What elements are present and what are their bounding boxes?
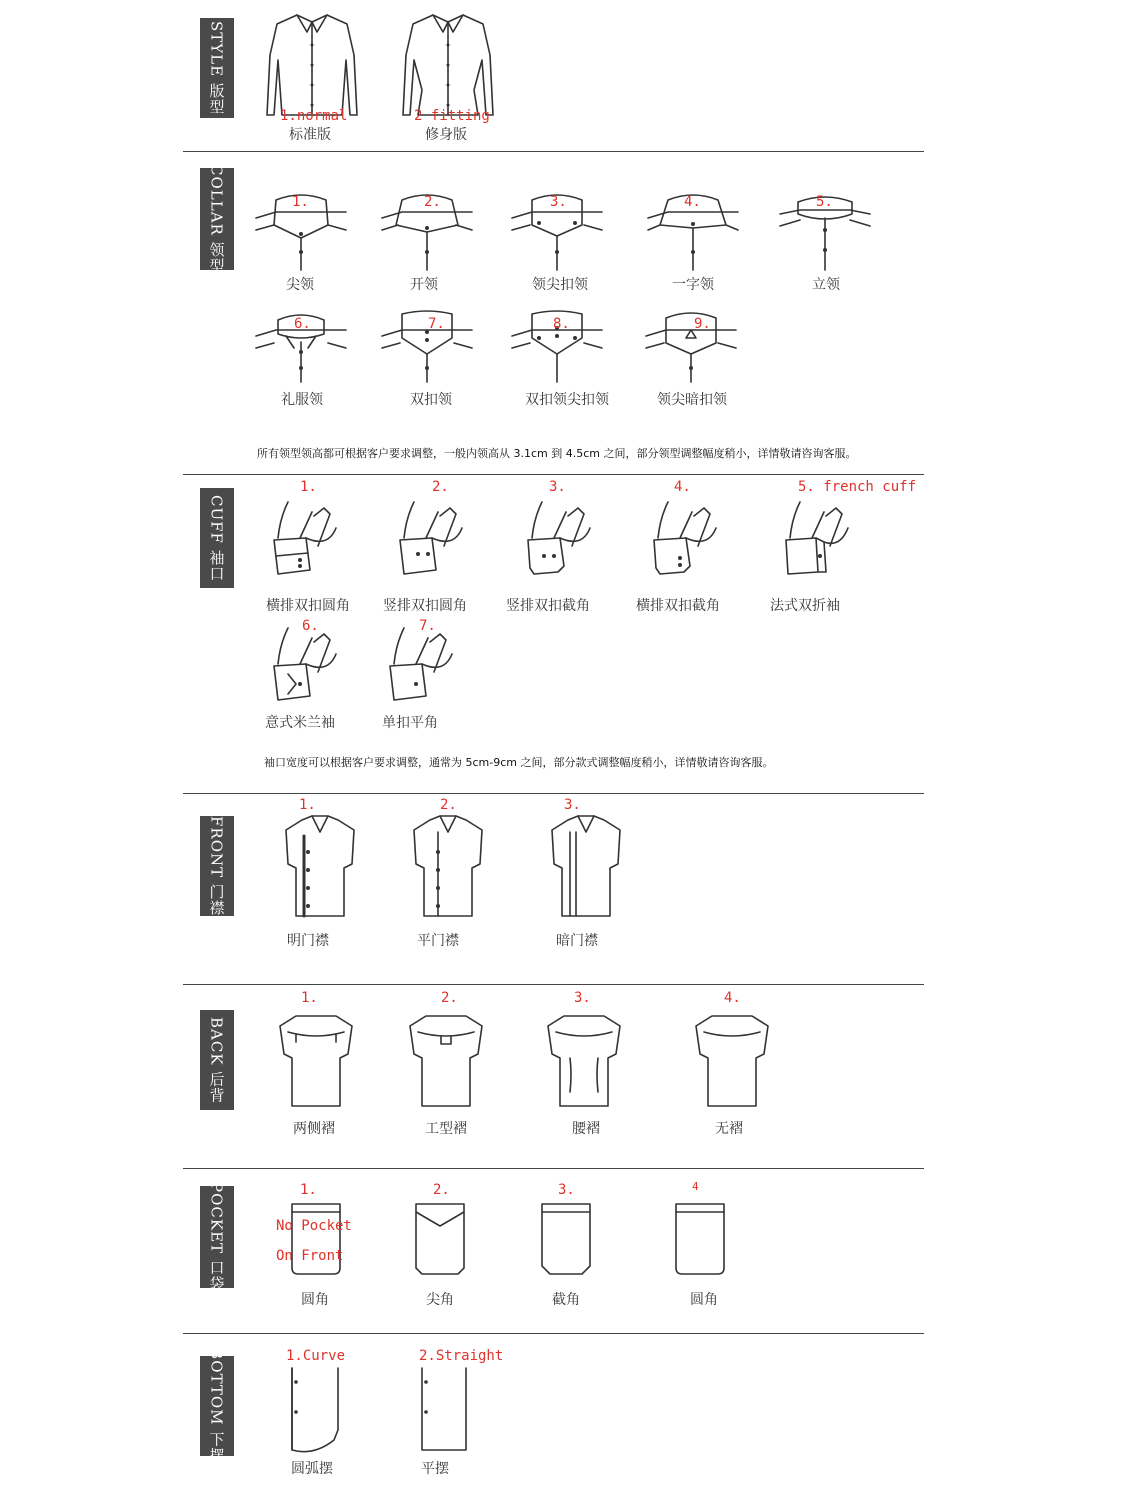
cuff-note: 袖口宽度可以根据客户要求调整，通常为 5cm-9cm 之间，部分款式调整幅度稍小，详情敬请咨询客服。 — [264, 756, 774, 769]
style-caption-2: 修身版 — [425, 127, 467, 143]
collar-num-7: 7. — [428, 316, 445, 332]
collar-num-8: 8. — [553, 316, 570, 332]
back-num-4: 4. — [724, 990, 741, 1006]
back-caption-4: 无褶 — [715, 1121, 743, 1137]
cuff-icon-5 — [778, 498, 858, 583]
divider — [183, 1333, 924, 1334]
shirt-normal-icon — [262, 10, 362, 120]
cuff-icon-3 — [520, 498, 600, 583]
pocket-num-4: 4 — [692, 1180, 699, 1193]
cuff-num-6: 6. — [302, 618, 319, 634]
pocket-icon-1 — [288, 1198, 344, 1278]
collar-caption-1: 尖领 — [286, 277, 314, 293]
collar-note: 所有领型领高都可根据客户要求调整，一般内领高从 3.1cm 到 4.5cm 之间，部分领型调整幅度稍小，详情敬请咨询客服。 — [257, 447, 857, 460]
cuff-caption-3: 竖排双扣截角 — [506, 598, 590, 614]
divider — [183, 793, 924, 794]
pocket-icon-2 — [412, 1198, 468, 1278]
shirt-fitting-icon — [398, 10, 498, 120]
front-placket-icon-1 — [282, 812, 358, 920]
pocket-caption-3: 截角 — [552, 1292, 580, 1308]
collar-icon-7 — [382, 308, 472, 382]
hem-curve-icon — [284, 1366, 348, 1456]
pocket-num-3: 3. — [558, 1182, 575, 1198]
pocket-num-1: 1. — [300, 1182, 317, 1198]
pocket-icon-3 — [538, 1198, 594, 1278]
divider — [183, 984, 924, 985]
back-pleat-icon-1 — [278, 1008, 354, 1108]
cuff-caption-4: 横排双扣截角 — [636, 598, 720, 614]
front-tab: FRONT 门襟 — [200, 816, 234, 916]
pocket-num-2: 2. — [433, 1182, 450, 1198]
divider — [183, 474, 924, 475]
cuff-num-1: 1. — [300, 479, 317, 495]
cuff-caption-1: 横排双扣圆角 — [266, 598, 350, 614]
front-num-3: 3. — [564, 797, 581, 813]
collar-num-6: 6. — [294, 316, 311, 332]
collar-num-4: 4. — [684, 194, 701, 210]
cuff-tab: CUFF 袖口 — [200, 488, 234, 588]
back-tab: BACK 后背 — [200, 1010, 234, 1110]
back-pleat-icon-2 — [408, 1008, 484, 1108]
collar-icon-9 — [646, 308, 736, 382]
collar-caption-8: 双扣领尖扣领 — [525, 392, 609, 408]
cuff-icon-7 — [382, 624, 462, 709]
cuff-caption-2: 竖排双扣圆角 — [383, 598, 467, 614]
front-caption-2: 平门襟 — [417, 933, 459, 949]
collar-num-3: 3. — [550, 194, 567, 210]
style-num-1: 1.normal — [280, 108, 348, 124]
back-caption-2: 工型褶 — [425, 1121, 467, 1137]
front-caption-3: 暗门襟 — [556, 933, 598, 949]
back-num-2: 2. — [441, 990, 458, 1006]
cuff-caption-6: 意式米兰袖 — [265, 715, 335, 731]
pocket-tab: POCKET 口袋 — [200, 1186, 234, 1288]
back-pleat-icon-3 — [546, 1008, 622, 1108]
cuff-icon-4 — [646, 498, 726, 583]
cuff-caption-7: 单扣平角 — [382, 715, 438, 731]
collar-num-5: 5. — [816, 194, 833, 210]
bottom-num-2: 2.Straight — [419, 1348, 504, 1364]
divider — [183, 151, 924, 152]
collar-caption-5: 立领 — [812, 277, 840, 293]
collar-caption-7: 双扣领 — [410, 392, 452, 408]
front-num-1: 1. — [299, 797, 316, 813]
bottom-tab: BOTTOM 下摆 — [200, 1356, 234, 1456]
cuff-num-7: 7. — [419, 618, 436, 634]
cuff-icon-6 — [266, 624, 346, 709]
back-caption-1: 两侧褶 — [293, 1121, 335, 1137]
collar-num-9: 9. — [694, 316, 711, 332]
collar-num-2: 2. — [424, 194, 441, 210]
bottom-caption-2: 平摆 — [421, 1461, 449, 1477]
cuff-caption-5: 法式双折袖 — [770, 598, 840, 614]
bottom-num-1: 1.Curve — [286, 1348, 346, 1364]
cuff-icon-2 — [392, 498, 472, 583]
cuff-num-2: 2. — [432, 479, 449, 495]
cuff-num-4: 4. — [674, 479, 691, 495]
pocket-overlay-1: No Pocket — [276, 1218, 352, 1234]
collar-num-1: 1. — [292, 194, 309, 210]
collar-caption-2: 开领 — [410, 277, 438, 293]
cuff-icon-1 — [266, 498, 346, 583]
divider — [183, 1168, 924, 1169]
back-pleat-icon-4 — [694, 1008, 770, 1108]
pocket-icon-4 — [672, 1198, 728, 1278]
pocket-caption-2: 尖角 — [426, 1292, 454, 1308]
cuff-num-5: 5. french cuff — [798, 479, 917, 495]
pocket-caption-4: 圆角 — [690, 1292, 718, 1308]
hem-straight-icon — [414, 1366, 478, 1456]
collar-caption-3: 领尖扣领 — [532, 277, 588, 293]
back-num-3: 3. — [574, 990, 591, 1006]
style-caption-1: 标准版 — [289, 127, 331, 143]
cuff-num-3: 3. — [549, 479, 566, 495]
collar-caption-6: 礼服领 — [281, 392, 323, 408]
front-num-2: 2. — [440, 797, 457, 813]
back-caption-3: 腰褶 — [572, 1121, 600, 1137]
pocket-overlay-2: On Front — [276, 1248, 344, 1264]
collar-caption-9: 领尖暗扣领 — [657, 392, 727, 408]
style-num-2: 2 fitting — [414, 108, 490, 124]
front-placket-icon-2 — [410, 812, 486, 920]
style-tab: STYLE 版型 — [200, 18, 234, 118]
back-num-1: 1. — [301, 990, 318, 1006]
collar-caption-4: 一字领 — [672, 277, 714, 293]
bottom-caption-1: 圆弧摆 — [291, 1461, 333, 1477]
collar-tab: COLLAR 领型 — [200, 168, 234, 270]
front-caption-1: 明门襟 — [287, 933, 329, 949]
front-placket-icon-3 — [548, 812, 624, 920]
pocket-caption-1: 圆角 — [301, 1292, 329, 1308]
